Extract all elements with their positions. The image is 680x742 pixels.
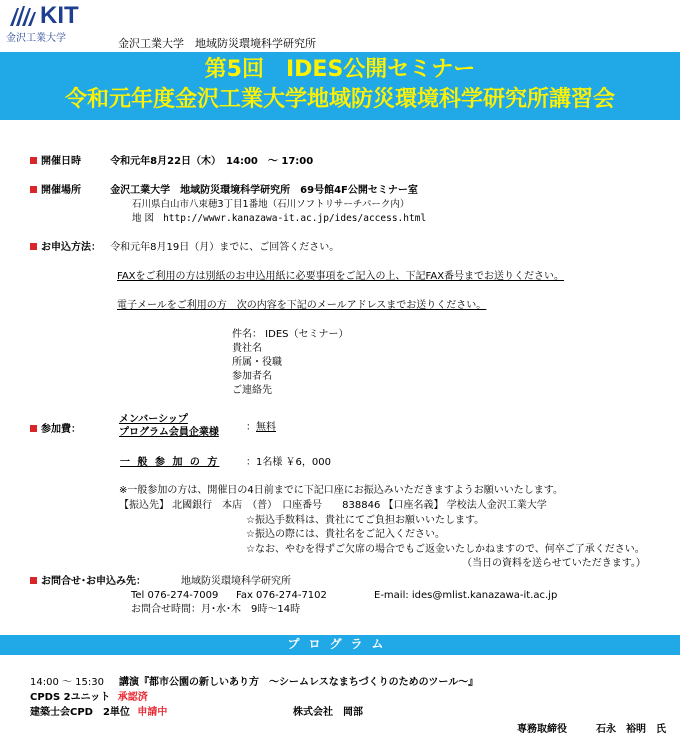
member-value-text: 無料 xyxy=(256,422,276,433)
cpds-status: 承認済 xyxy=(117,692,148,703)
bullet-icon xyxy=(30,577,37,584)
title-banner xyxy=(0,52,680,120)
general-label: 一 般 参 加 の 方 xyxy=(120,457,220,468)
field-company: 貴社名 xyxy=(232,343,262,354)
contact-fax: Fax 076-274-7102 xyxy=(236,590,327,601)
member-label xyxy=(119,413,219,439)
fee-note-3: ☆なお、やむを得ずご欠席の場合でもご返金いたしかねますので、何卒ご了承ください。 xyxy=(246,544,645,555)
fee-row xyxy=(30,423,81,436)
member-label-line1: メンバーシップ xyxy=(119,414,188,425)
fee-note: ※一般参加の方は、開催日の4日前までに下記口座にお振込みいただきますようお願いいたします。 xyxy=(119,485,563,496)
field-subject: 件名： IDES（セミナー） xyxy=(232,329,349,340)
kit-logo-mark-icon xyxy=(8,4,40,28)
bullet-icon xyxy=(30,157,37,164)
contact-label: お問合せ･お申込み先： xyxy=(41,576,146,587)
speaker-company: 株式会社 岡部 xyxy=(293,707,363,718)
cpd-status: 申請中 xyxy=(137,707,168,718)
field-contact: ご連絡先 xyxy=(232,385,272,396)
fee-label: 参加費： xyxy=(41,424,81,435)
seminar-subtitle: 令和元年度金沢工業大学地域防災環境科学研究所講習会 xyxy=(64,87,615,112)
bullet-icon xyxy=(30,243,37,250)
map-label: 地 図 xyxy=(132,213,155,224)
apply-fields xyxy=(232,328,349,398)
contact-hours: お問合せ時間：月･水･木 9時～14時 xyxy=(131,604,301,615)
speaker-title: 専務取締役 xyxy=(517,724,567,735)
contact-org: 地域防災環境科学研究所 xyxy=(181,576,291,587)
bullet-icon xyxy=(30,425,37,432)
speaker-name: 石永 裕明 氏 xyxy=(596,724,666,735)
field-participant: 参加者名 xyxy=(232,371,272,382)
logo-subtitle: 金沢工業大学 xyxy=(6,33,66,44)
fee-note-1: ☆振込手数料は、貴社にてご負担お願いいたします。 xyxy=(246,515,485,526)
venue-address: 石川県白山市八束穂3丁目1番地（石川ソフトリサーチパーク内） xyxy=(132,199,410,210)
cpd-label: 建築士会CPD 2単位 xyxy=(30,707,130,718)
logo-text: KIT xyxy=(40,2,79,29)
cpds-label: CPDS 2ユニット xyxy=(30,692,111,703)
date-value: 令和元年8月22日（木） 14:00 ～ 17:00 xyxy=(110,156,314,167)
apply-label: お申込方法： xyxy=(41,242,101,253)
fee-note-4: （当日の資料を送らせていただきます。） xyxy=(462,558,646,569)
member-label-line2: プログラム会員企業様 xyxy=(119,427,219,438)
general-value: ：1名様 ￥6，000 xyxy=(246,457,331,468)
member-value-prefix: ： xyxy=(246,422,256,433)
seminar-title: 第5回 IDES公開セミナー xyxy=(204,57,476,82)
venue-label: 開催場所 xyxy=(41,185,81,196)
email-note: 電子メールをご利用の方 次の内容を下記のメールアドレスまでお送りください。 xyxy=(117,300,487,311)
cpds-row xyxy=(30,691,148,704)
field-department: 所属・役職 xyxy=(232,357,282,368)
venue-row xyxy=(30,184,418,197)
program-lecture: 講演『都市公園の新しいあり方 ～シームレスなまちづくりのためのツール～』 xyxy=(119,677,479,688)
contact-row xyxy=(30,575,146,588)
cpd-row xyxy=(30,706,167,719)
date-label: 開催日時 xyxy=(41,156,81,167)
bullet-icon xyxy=(30,186,37,193)
apply-deadline: 令和元年8月19日（月）までに、ご回答ください。 xyxy=(110,242,340,253)
contact-tel: Tel 076-274-7009 xyxy=(131,590,219,601)
contact-email[interactable]: E-mail: ides@mlist.kanazawa-it.ac.jp xyxy=(374,590,558,601)
fee-note-2: ☆振込の際には、貴社名をご記入ください。 xyxy=(246,529,445,540)
map-link[interactable]: http://wwwr.kanazawa-it.ac.jp/ides/access.html xyxy=(163,213,427,224)
apply-row xyxy=(30,241,339,254)
venue-value: 金沢工業大学 地域防災環境科学研究所 69号館4F公開セミナー室 xyxy=(110,185,418,196)
organization-line: 金沢工業大学 地域防災環境科学研究所 xyxy=(118,37,316,50)
venue-map-row xyxy=(132,213,426,225)
bank-line: 【振込先】 北國銀行 本店 （普） 口座番号 838846 【口座名義】 学校法人金沢工業大学 xyxy=(119,500,547,511)
program-title: プログラム xyxy=(287,637,393,651)
fax-note: FAXをご利用の方は別紙のお申込用紙に必要事項をご記入の上、下記FAX番号までお送りください。 xyxy=(117,271,565,282)
member-value xyxy=(246,421,276,434)
program-banner xyxy=(0,635,680,655)
date-row xyxy=(30,155,313,168)
program-time: 14:00 ～ 15:30 xyxy=(30,677,104,688)
